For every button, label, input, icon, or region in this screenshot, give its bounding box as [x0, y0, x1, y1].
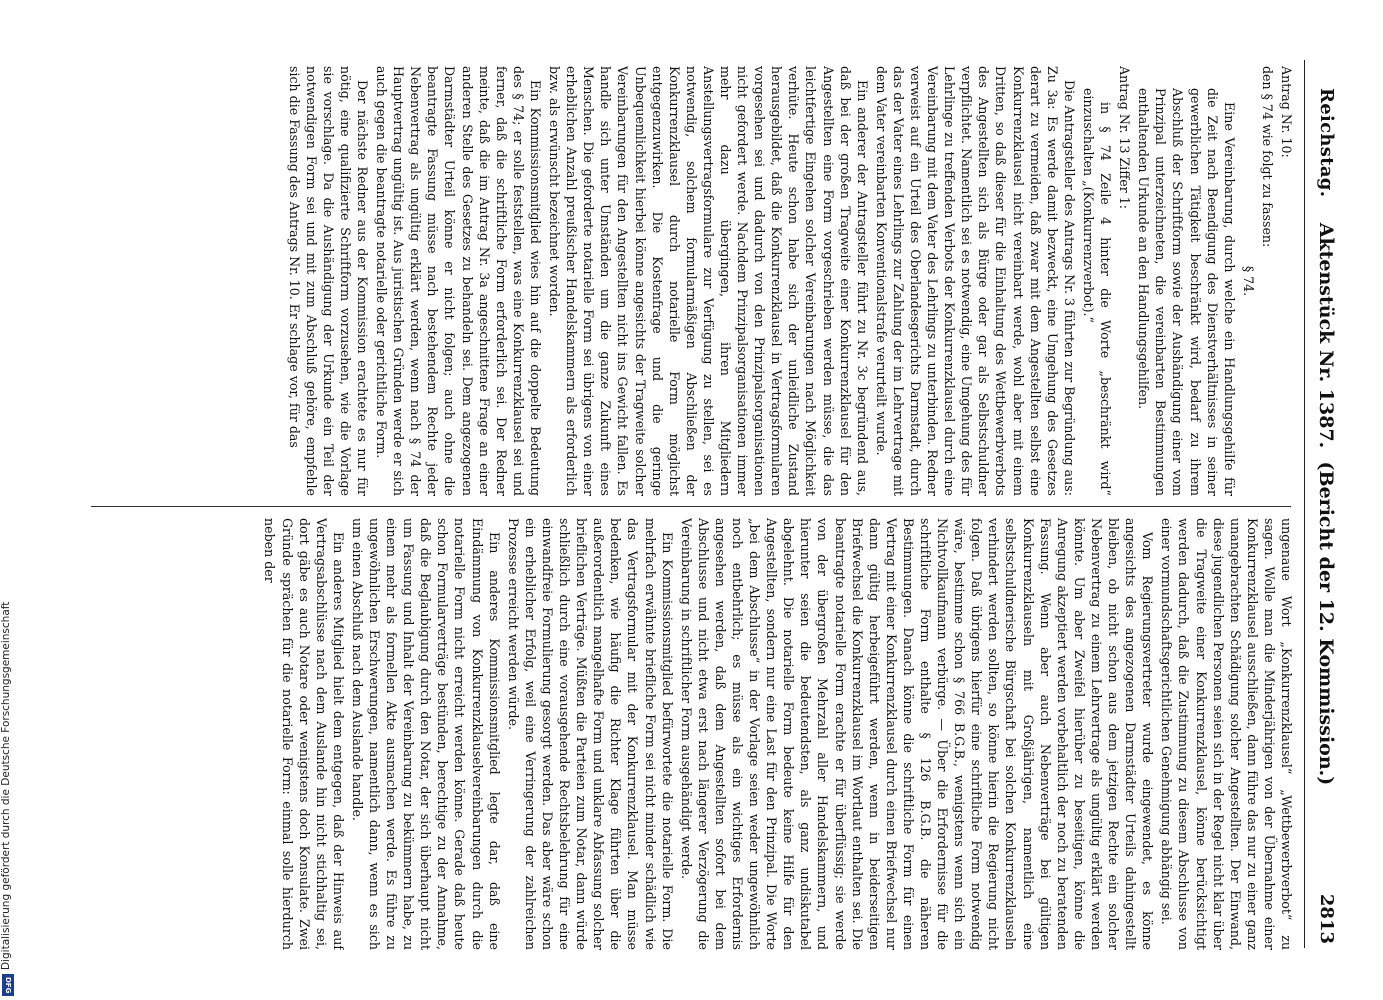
paragraph: Ein anderes Mitglied hielt dem entgegen, daß der Hinweis auf Vertragsabschlüsse nach dem Auslande hin nicht stichhaltig sei, dort gäbe es auch Notare oder wenigstens doch Konsulate. Zwei Gründe sprächen für die notarielle Form: einmal solle hierdurch neben der: [262, 518, 346, 950]
paragraph: in § 74 Zeile 4 hinter die Worte „beschränkt wird“ einzuschalten „(Konkurrenzverbot).“: [1080, 88, 1114, 496]
section-heading: § 74.: [1240, 265, 1256, 297]
paragraph: Ein anderes Kommissionsmitglied legte dar, daß eine Eindämmung von Konkurrenzklauselvereinbarungen durch die notarielle Form nicht erreicht werden könne. Gerade daß heute schon Formularverträge bestünden, berechtige zu der Annahme, daß die Beglaubigung durch den Notar, der sich überhaupt nicht um Fassung und Inhalt der Vereinbarung zu bekümmern habe, zu einem mehr als formellen Akte ausmachen werde. Es führe zu ungewöhnlichen Erschwerungen, namentlich dann, wenn es sich um einen Abschluß nach dem Auslande handle.: [349, 518, 502, 950]
header-subtitle: (Bericht der 12. Kommission.): [1315, 461, 1337, 786]
paragraph: Vom Regierungsvertreter wurde eingewendet, es könne angesichts des angezogenen Darmstädter Urteils dahingestellt bleiben, ob nicht schon aus dem jetzigen Rechte ein solcher Nebenvertrag zu einem Lehrvertrage als ungültig erklärt werden könnte. Um aber Zweifel hierüber zu beseitigen, könne die Anregung akzeptiert werden vorbehaltlich der noch zu beratenden Fassung. Wenn aber auch Nebenverträge bei gültigen Konkurrenzklauseln mit Großjährigen, namentlich eine selbstschuldnerische Bürgschaft bei solchen Konkurrenzklauseln verhindert werden sollten, so könne hierin die Regierung nicht folgen. Daß übrigens hierfür eine schriftliche Form notwendig wäre, bestimme schon § 766 B.G.B., wenigstens wenn sich ein Nichtvollkaufmann verbürge. — Über die Erfordernisse für die schriftliche Form enthalte § 126 B.G.B. die näheren Bestimmungen. Danach könne die schriftliche Form für einen Vertrag mit einer Konkurrenzklausel durch einen Briefwechsel nur dann gültig herbeigeführt werden, wenn in beiderseitigen Briefwechsel die Konkurrenzklausel im Wortlaut enthalten sei. Die beantragte notarielle Form erachte er für überflüssig; sie werde von der übergroßen Mehrzahl aller Handelskammern, und hierunter seien die bedeutendsten, als ganz undiskutabel abgelehnt. Die notarielle Form bedeute keine Hilfe für den Angestellten, sondern nur eine Last für den Prinzipal. Die Worte „bei dem Abschlusse“ in der Vorlage seien weder ungewöhnlich noch entbehrlich; es müsse als ein wichtiges Erfordernis angesehen werden, daß dem Angestellten sofort bei dem Abschlusse und nicht etwa erst nach längerer Verzögerung die Vereinbarung in schriftlicher Form ausgehändigt werde.: [678, 518, 1156, 950]
paragraph: Der nächste Redner aus der Kommission erachtete es nur für nötig, eine qualifizierte Schriftform vorzusehen, wie die Vorlage sie vorschlage. Da die Aushändigung der Urkunde ein Teil der notwendigen Form sei und mit zum Abschluß gehöre, empfehle sich die Fassung des Antrags Nr. 10. Er schlage vor, für das: [286, 66, 371, 496]
paragraph: Ein anderer der Antragsteller führt zu Nr. 3c begründend aus, daß bei der großen Tragweite einer Konkurrenzklausel für den Angestellten eine Form vorgeschrieben werden müsse, die das leichtfertige Eingehen solcher Vereinbarungen nach Möglichkeit verhüte. Heute schon habe sich der unleidliche Zustand herausgebildet, daß die Konkurrenzklausel in Vertragsformularen vorgesehen sei und dadurch von den Prinzipalsorganisationen nicht gefordert werde. Nachdem Prinzipalsorganisationen immer mehr dazu übergingen, ihren Mitgliedern Anstellungsvertragsformulare zur Verfügung zu stellen, sei es notwendig, solchem formularmäßigen Abschließen der Konkurrenzklausel durch notarielle Form möglichst entgegenzuwirken. Die Kostenfrage und die geringe Unbequemlichkeit hierbei könne angesichts der Tragweite solcher Vereinbarungen für den Angestellten nicht ins Gewicht fallen. Es handle sich unter Umständen um die ganze Zukunft eines Menschen. Die geforderte notarielle Form sei übrigens von einer erheblichen Anzahl preußischer Handelskammern als erforderlich bzw. als erwünscht bezeichnet worden.: [547, 66, 870, 496]
paragraph: den § 74 wie folgt zu fassen:: [1259, 66, 1275, 248]
left-column: [85, 66, 1295, 496]
header-left: Reichstag.: [1316, 88, 1337, 198]
column-divider: [91, 506, 1291, 507]
dfg-logo: DFG: [2, 974, 14, 996]
header-center: [1315, 60, 1337, 948]
digitization-note: Digitalisierung gefördert durch die Deutsche Forschungsgemeinschaft: [0, 601, 12, 970]
paragraph: Ein Kommissionsmitglied wies hin auf die doppelte Bedeutung des § 74; er solle feststellen, was eine Konkurrenzklausel sei und ferner, daß die schriftliche Form erforderlich sei. Der Redner meinte, daß die im Antrag Nr. 3a angeschnittene Frage an einer anderen Stelle des Gesetzes zu behandeln sei. Dem angezogenen Darmstädter Urteil könne er nicht folgen; auch ohne die beantragte Fassung müsse nach bestehendem Rechte jeder Nebenvertrag als ungültig erklärt werden, wenn nach § 74 der Hauptvertrag ungültig ist. Aus juristischen Gründen werde er sich auch gegen die beantragte notarielle oder gerichtliche Form.: [374, 66, 543, 496]
paragraph: Die Antragsteller des Antrags Nr. 3 führten zur Begründung aus: Zu 3a: Es werde damit bezweckt, eine Umgehung des Gesetzes derart zu vermeiden, daß zwar mit dem Angestellten selbst eine Konkurrenzklausel nicht vereinbart werde, wohl aber mit einem Dritten, so daß dieser für die Einhaltung des Wettbewerbverbots des Angestellten sich als Bürge oder gar als Selbstschuldner verpflichtet. Namentlich sei es notwendig, eine Umgehung des für Lehrlinge zu treffenden Verbots der Konkurrenzklausel durch eine Vereinbarung mit dem Vater des Lehrlings zu unterbinden. Redner verweist auf ein Urteil des Oberlandesgerichts Darmstadt, durch das der Vater eines Lehrlings zur Zahlung der im Lehrvertrage mit dem Vater vereinbarten Konventionalstrafe verurteilt wurde.: [873, 66, 1077, 496]
paragraph: Ein Kommissionsmitglied befürwortete die notarielle Form. Die mehrfach erwähnte briefliche Form sei nicht minder schädlich wie das Vertragsformular mit der Konkurrenzklausel. Man müsse bedenken, wie häufig die Richter Klage führten über die außerordentlich mangelhafte Form und unklare Abfassung solcher brieflichen Verträge. Müßten die Parteien zum Notar, dann würde schließlich durch eine vorausgehende Rechtsbelehrung für eine einwandfreie Formulierung gesorgt werden. Das aber wäre schon ein erheblicher Erfolg, weil eine Verringerung der zahlreichen Prozesse erreicht werden würde.: [505, 518, 675, 950]
header-title: Aktenstück Nr. 1387.: [1315, 222, 1337, 449]
page-header: [1304, 60, 1349, 948]
page-number: 2813: [1316, 893, 1337, 944]
right-column: [85, 518, 1295, 950]
paragraph: ungenaue Wort „Konkurrenzklausel“ „Wettbewerbverbot“ zu sagen. Wolle man die Minderjährigen von der Übernahme einer Konkurrenzklausel ausschließen, dann führe das nur zu einer ganz unangebrachten Schädigung solcher Angestellten. Der Einwand, diese jugendlichen Personen seien sich in der Regel nicht klar über die Tragweite einer Konkurrenzklausel, könne berücksichtigt werden dadurch, daß die Zustimmung zu diesem Abschlusse von einer vormundschaftsgerichtlichen Genehmigung abhängig sei.: [1159, 518, 1294, 950]
paragraph: Eine Vereinbarung, durch welche ein Handlungsgehilfe für die Zeit nach Beendigung des Dienstverhältnisses in seiner gewerblichen Tätigkeit beschränkt wird, bedarf zu ihrem Abschluß der Schriftform sowie der Aushändigung einer vom Prinzipal unterzeichneten, die vereinbarten Bestimmungen enthaltenden Urkunde an den Handlungsgehilfen.: [1136, 88, 1237, 496]
paragraph: Antrag Nr. 10:: [1279, 66, 1294, 158]
paragraph: Antrag Nr. 13 Ziffer 1:: [1117, 66, 1133, 210]
